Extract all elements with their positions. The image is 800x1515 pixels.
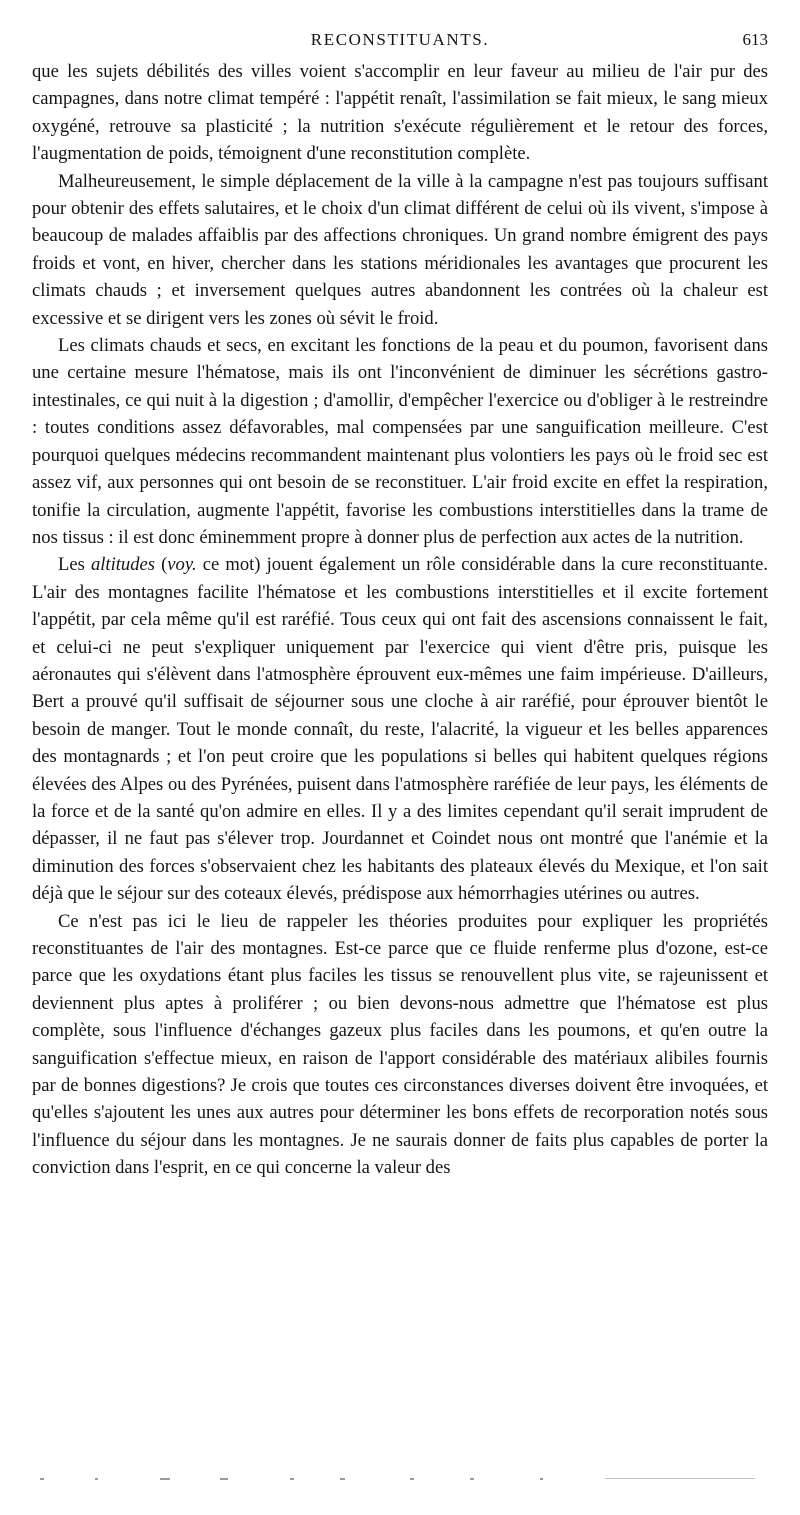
print-mark bbox=[540, 1478, 543, 1480]
term-altitudes: altitudes bbox=[90, 554, 155, 576]
book-page bbox=[32, 30, 768, 1182]
print-mark bbox=[340, 1478, 345, 1480]
paragraph-4-lead: Les bbox=[58, 554, 91, 576]
print-mark bbox=[95, 1478, 98, 1480]
paragraph-2: Malheureusement, le simple déplacement de la ville à la campagne n'est pas toujours suffisant pour obtenir des effets salutaires, et le choix d'un climat différent de celui où ils vivent, s'impose à beaucoup de malades affaiblis par des affections chroniques. Un grand nombre émigrent des pays froids et vont, en hiver, chercher dans les stations méridionales les avantages que procurent les climats chauds ; et inversement quelques autres abandonnent les contrées où la chaleur est excessive et se dirigent vers les zones où sévit le froid. bbox=[32, 170, 768, 329]
paragraph-3: Les climats chauds et secs, en excitant les fonctions de la peau et du poumon, favorisent dans une certaine mesure l'hématose, mais ils ont l'inconvénient de diminuer les sécrétions gastro-intestinales, ce qui nuit à la digestion ; d'amollir, d'empêcher l'exercice ou d'obliger à le restreindre : toutes conditions assez défavorables, mal compensées par une sanguification meilleure. C'est pourquoi quelques médecins recommandent maintenant plus volontiers les pays où le froid sec est assez vif, aux personnes qui ont besoin de se reconstituer. L'air froid excite en effet la respiration, tonifie la circulation, augmente l'appétit, favorise les combustions interstitielles dans la trame de nos tissus : il est donc éminemment propre à donner plus de perfection aux actes de la nutrition. bbox=[32, 335, 768, 548]
print-mark bbox=[470, 1478, 474, 1480]
paragraph-1: que les sujets débilités des villes voient s'accomplir en leur faveur au milieu de l'air pur des campagnes, dans notre climat tempéré : l'appétit renaît, l'assimilation se fait mieux, le sang mieux oxygéné, retrouve sa plasticité ; la nutrition s'exécute régulièrement et le retour des forces, l'augmentation de poids, témoignent d'une reconstitution complète. bbox=[32, 61, 768, 165]
print-mark bbox=[40, 1478, 44, 1480]
print-mark bbox=[290, 1478, 294, 1480]
body-text bbox=[32, 58, 768, 1182]
paragraph-4 bbox=[32, 551, 768, 907]
running-title: RECONSTITUANTS. bbox=[310, 30, 490, 49]
paragraph-5: Ce n'est pas ici le lieu de rappeler les théories produites pour expliquer les propriétés reconstituantes de l'air des montagnes. Est-ce parce que ce fluide renferme plus d'ozone, est-ce parce que les oxydations étant plus faciles les tissus se renouvellent plus vite, se rajeunissent et deviennent plus aptes à proliférer ; ou bien devons-nous admettre que l'hématose est plus complète, sous l'influence d'échanges gazeux plus faciles dans les poumons, et qu'en outre la sanguification s'effectue mieux, en raison de l'apport considérable des matériaux alibiles fournis par de bonnes digestions? Je crois que toutes ces circonstances diverses doivent être invoquées, et qu'elles s'ajoutent les unes aux autres pour déterminer les bons effets de recorporation notés sous l'influence du séjour dans les montagnes. Je ne saurais donner de faits plus capables de porter la conviction dans l'esprit, en ce qui concerne la valeur des bbox=[32, 910, 768, 1179]
cross-reference: voy. bbox=[167, 554, 197, 576]
page-number: 613 bbox=[742, 30, 768, 49]
paragraph-4-rest: ce mot) jouent également un rôle considérable dans la cure reconstituante. L'air des montagnes facilite l'hématose et les combustions interstitielles et il excite fortement l'appétit, par cela même qu'il est raréfié. Tous ceux qui ont fait des ascensions connaissent le fait, et celui-ci ne peut s'expliquer uniquement par l'exercice qui vient d'être pris, puisque les aéronautes qui s'élèvent dans l'atmosphère éprouvent eux-mêmes une faim impérieuse. D'ailleurs, Bert a prouvé qu'il suffisait de séjourner sous une cloche à air raréfié, pour éprouver bientôt le besoin de manger. Tout le monde connaît, du reste, l'alacrité, la vigueur et les belles apparences des montagnards ; et l'on peut croire que les populations si belles qui habitent quelques régions élevées des Alpes ou des Pyrénées, puisent dans l'atmosphère raréfiée de leur pays, les éléments de la force et de la santé qu'on admire en elles. Il y a des limites cependant qu'il serait imprudent de dépasser, il ne faut pas s'élever trop. Jourdannet et Coindet nous ont montré que l'anémie et la diminution des forces s'observaient chez les habitants des plateaux élevés du Mexique, et l'on sait déjà que le séjour sur des coteaux élevés, prédispose aux hémorrhagies utérines ou autres. bbox=[32, 554, 769, 905]
running-header bbox=[32, 30, 768, 54]
paragraph-4-mid: ( bbox=[154, 554, 168, 576]
print-mark bbox=[220, 1478, 228, 1480]
print-mark bbox=[160, 1478, 170, 1480]
print-mark bbox=[410, 1478, 414, 1480]
bottom-print-marks bbox=[40, 1478, 760, 1484]
print-mark bbox=[605, 1478, 755, 1479]
